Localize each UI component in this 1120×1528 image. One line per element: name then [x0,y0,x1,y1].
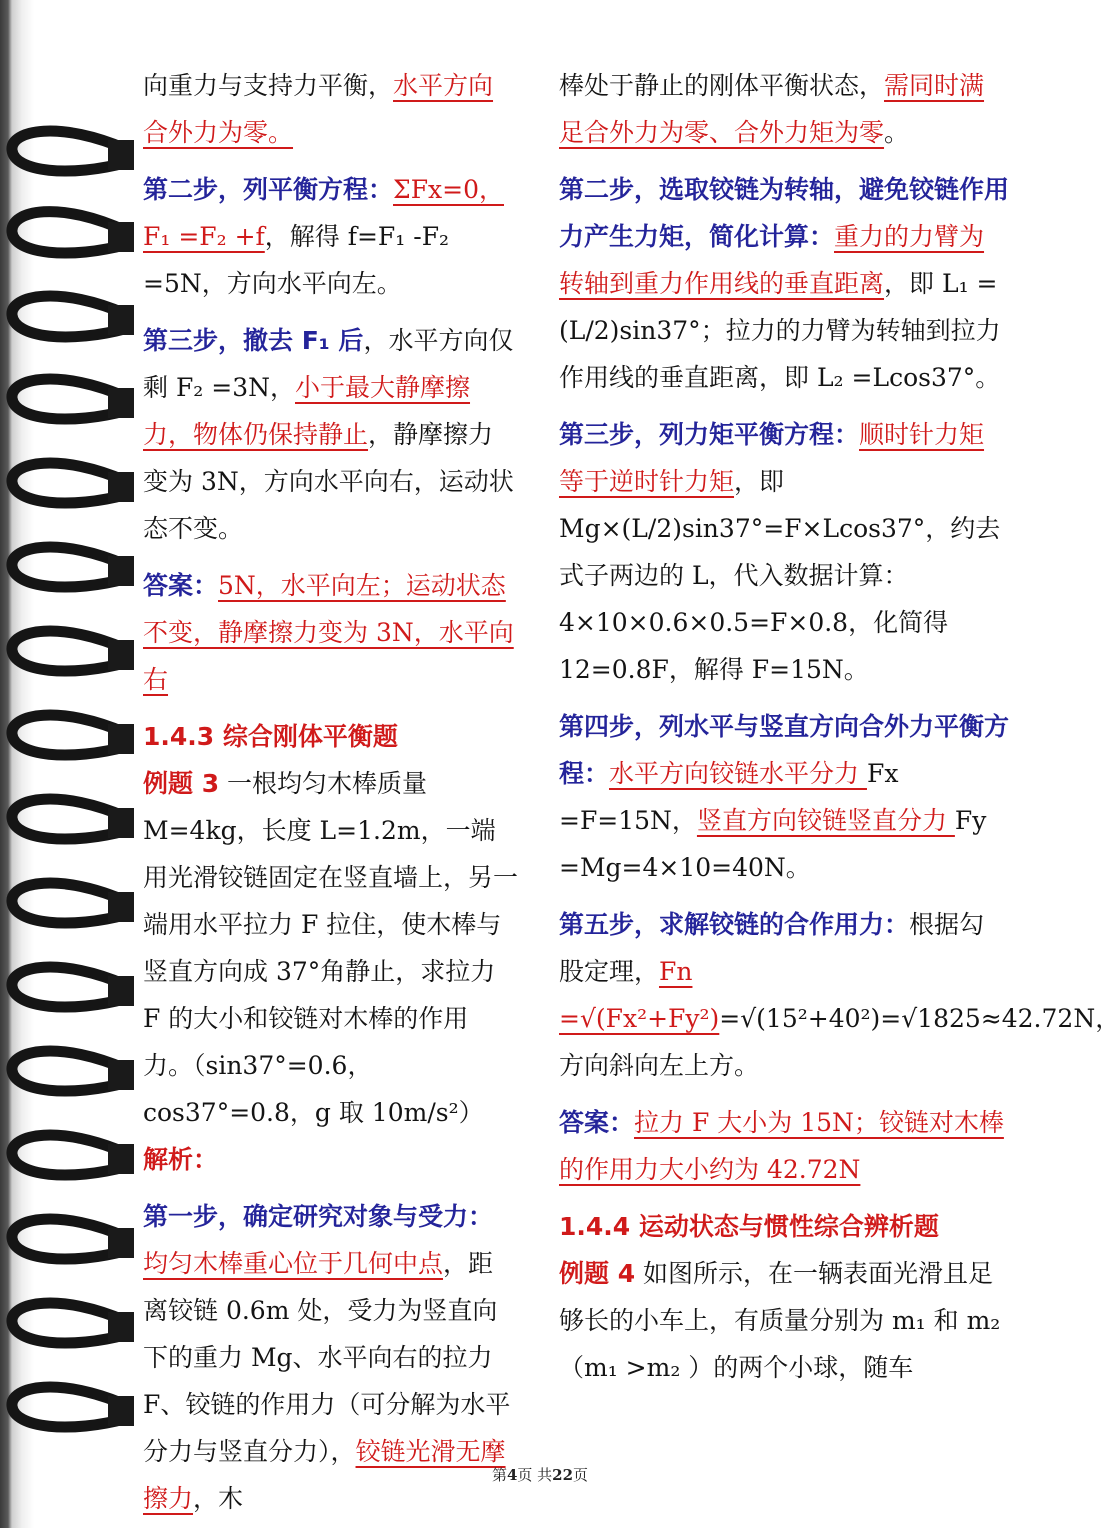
highlight-span: 竖直方向铰链竖直分力 [696,806,955,835]
highlight-span: 小于最大静摩擦力，物体仍保持静止 [143,373,471,449]
left-step-2 [143,166,518,307]
right-step-5 [559,901,1120,1089]
highlight-span: 重力的力臂为转轴到重力作用线的垂直距离 [559,222,985,298]
step-label: 第二步，列平衡方程： [143,175,394,204]
notebook-spiral-binding [0,0,140,1528]
left-column [143,62,518,1522]
footer-text: 页 共 [517,1466,553,1484]
highlight-span: 需同时满足合外力为零、合外力矩为零 [559,71,985,147]
text-span: ，水平方向仅剩 F₂ =3N， [143,326,514,402]
step-label: 第四步，列水平与竖直方向合外力平衡方程： [559,712,1010,788]
total-pages: 22 [552,1466,574,1484]
answer-label: 答案： [559,1108,635,1137]
highlight-span: Fn =√(Fx²+Fy²) [559,957,720,1033]
section-heading-1-4-4: 1.4.4 运动状态与惯性综合辨析题 [559,1212,939,1241]
text-span: 根据勾股定理， [559,910,985,986]
right-step-4 [559,703,1009,891]
text-span: ，解得 f=F₁ -F₂ =5N，方向水平向左。 [143,222,450,298]
example-3 [143,760,518,1136]
left-step-3 [143,317,518,552]
highlight-span: ΣFx=0，F₁ =F₂ +f [143,175,504,251]
highlight-span: 拉力 F 大小为 15N；铰链对木棒的作用力大小约为 42.72N [559,1108,1004,1184]
text-span: 如图所示，在一辆表面光滑且足够长的小车上，有质量分别为 m₁ 和 m₂ （m₁ >m₂ ）的两个小球，随车 [559,1259,1001,1382]
text-span: 一根均匀木棒质量 M=4kg，长度 L=1.2m，一端用光滑铰链固定在竖直墙上，另一端用水平拉力 F 拉住，使木棒与竖直方向成 37°角静止，求拉力 F 的大小和铰链对木棒的作用力。（sin37°=0.6，cos37°=0.8，g 取 10m/s²） [143,769,519,1127]
highlight-span: 水平方向铰链水平分力 [609,759,867,788]
step-label: 第五步，求解铰链的合作用力： [559,910,910,939]
right-answer [559,1099,1009,1193]
left-answer [143,562,518,703]
example-4 [559,1250,1009,1391]
analysis-label: 解析： [143,1145,219,1174]
highlight-span: 铰链光滑无摩擦力 [143,1437,506,1513]
section-heading-1-4-3: 1.4.3 综合刚体平衡题 [143,722,398,751]
text-span: ，静摩擦力变为 3N，方向水平向右，运动状态不变。 [143,420,514,543]
spiral-coils-icon [0,0,140,1528]
footer-text: 页 [573,1466,589,1484]
text-span: 。 [884,118,910,147]
highlight-span: 5N，水平向左；运动状态不变，静摩擦力变为 3N，水平向右 [143,571,514,694]
answer-label: 答案： [143,571,219,600]
highlight-span: 均匀木棒重心位于几何中点 [143,1249,444,1278]
right-step-3 [559,411,1009,693]
step-label: 第二步，选取铰链为转轴，避免铰链作用力产生力矩，简化计算： [559,175,1010,251]
left-intro-paragraph [143,62,518,156]
right-column [559,62,1120,1391]
text-span: 向重力与支持力平衡， [143,71,394,100]
text-span: 棒处于静止的刚体平衡状态， [559,71,885,100]
footer-text: 第 [491,1466,507,1484]
step-label: 第一步，确定研究对象与受力： [143,1202,494,1231]
text-span: ，木 [193,1484,244,1513]
text-span: Fy =Mg=4×10=40N。 [559,806,987,882]
highlight-span: 水平方向合外力为零。 [143,71,494,147]
text-span: Fx =F=15N， [559,759,899,835]
example-label: 例题 3 [143,769,220,798]
step-label: 第三步，撤去 F₁ 后 [143,326,364,355]
text-span: ，即 Mg×(L/2)sin37°=F×Lcos37°，约去式子两边的 L，代入数据计算：4×10×0.6×0.5=F×0.8，化简得 12=0.8F，解得 F=15N。 [559,467,1001,684]
text-span: =√(15²+40²)=√1825≈42.72N，方向斜向左上方。 [559,1004,1120,1080]
highlight-span: 顺时针力矩等于逆时针力矩 [559,420,985,496]
text-span: ，即 L₁ =(L/2)sin37°；拉力的力臂为转轴到拉力作用线的垂直距离，即 L₂ =Lcos37°。 [559,269,1001,392]
right-step-2 [559,166,1009,401]
page-number: 4 [506,1466,518,1484]
right-intro-paragraph [559,62,1009,156]
step-label: 第三步，列力矩平衡方程： [559,420,860,449]
example-label: 例题 4 [559,1259,636,1288]
page-footer [0,1464,1080,1485]
text-span: ，距离铰链 0.6m 处，受力为竖直向下的重力 Mg、水平向右的拉力 F、铰链的作用力（可分解为水平分力与竖直分力）， [143,1249,511,1466]
